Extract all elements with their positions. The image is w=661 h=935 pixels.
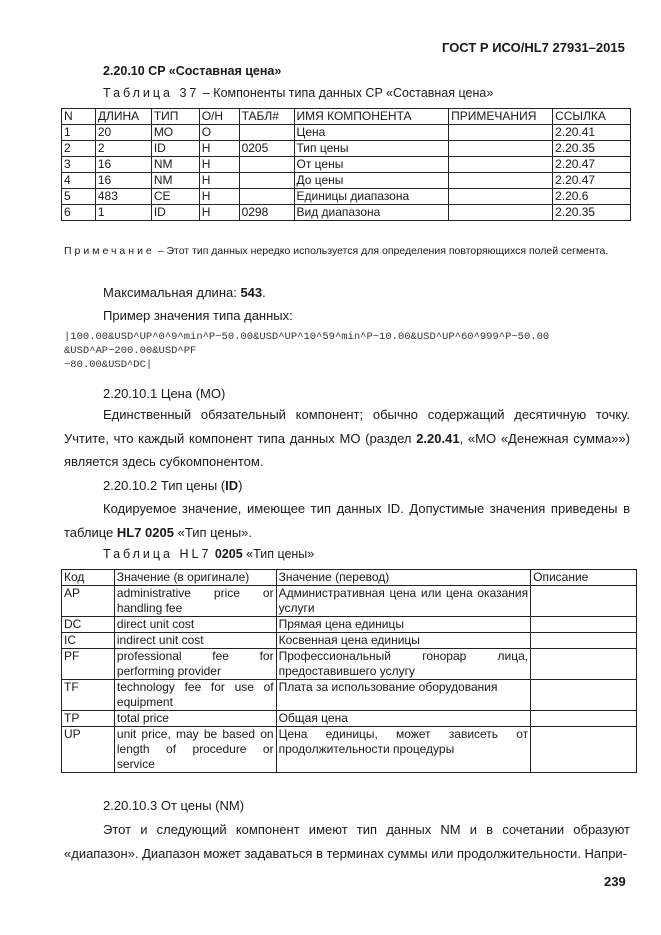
table-cell: От цены (294, 157, 449, 173)
table-caption-number: 0205 (211, 547, 243, 561)
max-length-line (103, 285, 266, 300)
table-cell: 2 (62, 141, 96, 157)
table-row (62, 189, 631, 205)
paragraph-text: , «MO «Денежная сумма»») является здесь субкомпонентом. (64, 430, 630, 469)
table-cell (449, 205, 553, 221)
note-label: Примечание (64, 245, 155, 257)
column-header: ДЛИНА (95, 109, 151, 125)
table-cell: AP (62, 586, 115, 617)
page-number: 239 (604, 874, 626, 889)
table-cell (531, 711, 637, 727)
subsection-paragraph (64, 403, 630, 474)
example-line-2: &USD^AP~200.00&USD^PF (64, 345, 197, 357)
example-line-3: ~80.00&USD^DC| (64, 359, 153, 371)
table-cell: Вид диапазона (294, 205, 449, 221)
table-cell: 6 (62, 205, 96, 221)
table-row (62, 205, 631, 221)
table-cell (239, 189, 294, 205)
table-cell: 0205 (239, 141, 294, 157)
table-row (62, 586, 637, 617)
table-cell: 1 (95, 205, 151, 221)
table-cell: До цены (294, 173, 449, 189)
table-body (62, 125, 631, 221)
table-reference: HL7 0205 (116, 524, 174, 540)
table-cell: NM (151, 173, 199, 189)
column-header: ТИП (151, 109, 199, 125)
table-cell: 0298 (239, 205, 294, 221)
table-cell (449, 173, 553, 189)
subsection-heading: 2.20.10.3 От цены (NM) (103, 798, 245, 813)
table-cell (449, 157, 553, 173)
table-cell: Цена (294, 125, 449, 141)
table-cell (531, 633, 637, 649)
table-cell: Единицы диапазона (294, 189, 449, 205)
table-cell: 2.20.47 (553, 157, 631, 173)
max-length-value: 543 (240, 285, 263, 300)
max-length-end: . (262, 285, 266, 300)
table-cell: unit price, may be based on length of procedure or service (114, 727, 276, 773)
table-cell: Н (199, 173, 239, 189)
table-header-row (62, 570, 637, 586)
table-cell: 2.20.47 (553, 173, 631, 189)
table-cell: Общая цена (276, 711, 531, 727)
max-length-label: Максимальная длина: (103, 285, 241, 300)
table-cell: 16 (95, 157, 151, 173)
table-cell: indirect unit cost (114, 633, 276, 649)
column-header: ТАБЛ# (239, 109, 294, 125)
section-heading: 2.20.10 CP «Составная цена» (103, 64, 282, 78)
table-caption-text: «Тип цены» (242, 547, 315, 561)
table-cell: Н (199, 189, 239, 205)
table-cell: Косвенная цена единицы (276, 633, 531, 649)
table-cell: MO (151, 125, 199, 141)
table-cell: 4 (62, 173, 96, 189)
table-cell: Плата за использование оборудования (276, 680, 531, 711)
table-cell: 2.20.35 (553, 141, 631, 157)
table-cell (531, 586, 637, 617)
heading-text: 2.20.10.2 Тип цены ( (103, 478, 226, 493)
table-cell: ID (151, 205, 199, 221)
table-cell: Цена единицы, может зависеть от продолжительности процедуры (276, 727, 531, 773)
column-header: Значение (перевод) (276, 570, 531, 586)
table-cell: Н (199, 205, 239, 221)
table-cell (531, 617, 637, 633)
table-cell: NM (151, 157, 199, 173)
table-cell: direct unit cost (114, 617, 276, 633)
table-cell: DC (62, 617, 115, 633)
table-caption-text: – Компоненты типа данных CP «Составная цена» (199, 86, 494, 100)
table-cell: total price (114, 711, 276, 727)
section-reference: 2.20.41 (416, 430, 460, 446)
table-cell: TP (62, 711, 115, 727)
table-row (62, 633, 637, 649)
heading-text: ) (238, 478, 243, 493)
table-cell: Н (199, 141, 239, 157)
table-37-caption (103, 86, 493, 100)
table-cell (531, 727, 637, 773)
table-row (62, 649, 637, 680)
table-cell (239, 125, 294, 141)
table-row (62, 173, 631, 189)
table-row (62, 125, 631, 141)
table-row (62, 727, 637, 773)
table-cell: 483 (95, 189, 151, 205)
table-cell (531, 680, 637, 711)
table-cell: 16 (95, 173, 151, 189)
paragraph-text: «Тип цены». (173, 524, 253, 540)
table-cell: UP (62, 727, 115, 773)
table-cell (531, 649, 637, 680)
table-cell (239, 173, 294, 189)
column-header: ССЫЛКА (553, 109, 631, 125)
table-cell: Административная цена или цена оказания услуги (276, 586, 531, 617)
table-cell (449, 189, 553, 205)
table-cell: CE (151, 189, 199, 205)
document-standard-header: ГОСТ Р ИСО/HL7 27931–2015 (442, 40, 625, 55)
table-cell: 1 (62, 125, 96, 141)
table-caption-label: Таблица HL7 (103, 547, 212, 561)
table-cell: ID (151, 141, 199, 157)
components-table (61, 108, 631, 221)
column-header: ИМЯ КОМПОНЕНТА (294, 109, 449, 125)
table-body (62, 586, 637, 773)
table-row (62, 141, 631, 157)
column-header: N (62, 109, 96, 125)
table-0205-caption (103, 547, 314, 561)
subsection-heading: 2.20.10.1 Цена (MO) (103, 386, 226, 401)
subsection-heading (103, 478, 242, 493)
table-cell (449, 125, 553, 141)
column-header: Описание (531, 570, 637, 586)
subsection-paragraph (64, 497, 630, 544)
example-line-1: |100.00&USD^UP^0^9^min^P~50.00&USD^UP^10^59^min^P~10.00&USD^UP^60^999^P~50.00 (64, 331, 550, 343)
heading-code: ID (225, 478, 239, 493)
table-cell: technology fee for use of equipment (114, 680, 276, 711)
table-cell: Тип цены (294, 141, 449, 157)
table-cell (449, 141, 553, 157)
table-caption-label: Таблица 37 (103, 86, 200, 100)
table-cell: 2.20.6 (553, 189, 631, 205)
table-cell: 20 (95, 125, 151, 141)
table-cell: О (199, 125, 239, 141)
table-row (62, 617, 637, 633)
table-cell (239, 157, 294, 173)
table-cell: 2 (95, 141, 151, 157)
table-cell: 3 (62, 157, 96, 173)
table-row (62, 711, 637, 727)
column-header: ПРИМЕЧАНИЯ (449, 109, 553, 125)
table-cell: 2.20.41 (553, 125, 631, 141)
column-header: О/Н (199, 109, 239, 125)
table-cell: PF (62, 649, 115, 680)
column-header: Значение (в оригинале) (114, 570, 276, 586)
table-cell: administrative price or handling fee (114, 586, 276, 617)
note-text: – Этот тип данных нередко используется для определения повторяющихся полей сегмента. (154, 245, 609, 257)
table-cell: Профессиональный гонорар лица, предоставившего услугу (276, 649, 531, 680)
table-cell: Прямая цена единицы (276, 617, 531, 633)
paragraph-text: Кодируемое значение, имеющее тип данных ID. Допустимые значения приведены в таблице (64, 501, 630, 540)
table-row (62, 680, 637, 711)
subsection-paragraph: Этот и следующий компонент имеют тип данных NM и в сочетании образуют «диапазон». Диапазон может задаваться в терминах суммы или продолжительности. Напри- (64, 822, 630, 861)
table-note (64, 241, 630, 262)
table-row (62, 157, 631, 173)
column-header: Код (62, 570, 115, 586)
paragraph-text: Единственный обязательный компонент; обычно содержащий десятичную точку. Учтите, что каждый компонент типа данных MO (раздел (64, 407, 630, 446)
example-label: Пример значения типа данных: (103, 308, 293, 323)
table-header-row (62, 109, 631, 125)
table-cell: IC (62, 633, 115, 649)
table-cell: Н (199, 157, 239, 173)
table-cell: 5 (62, 189, 96, 205)
table-cell: TF (62, 680, 115, 711)
price-type-table (61, 569, 637, 773)
table-cell: 2.20.35 (553, 205, 631, 221)
table-cell: professional fee for performing provider (114, 649, 276, 680)
